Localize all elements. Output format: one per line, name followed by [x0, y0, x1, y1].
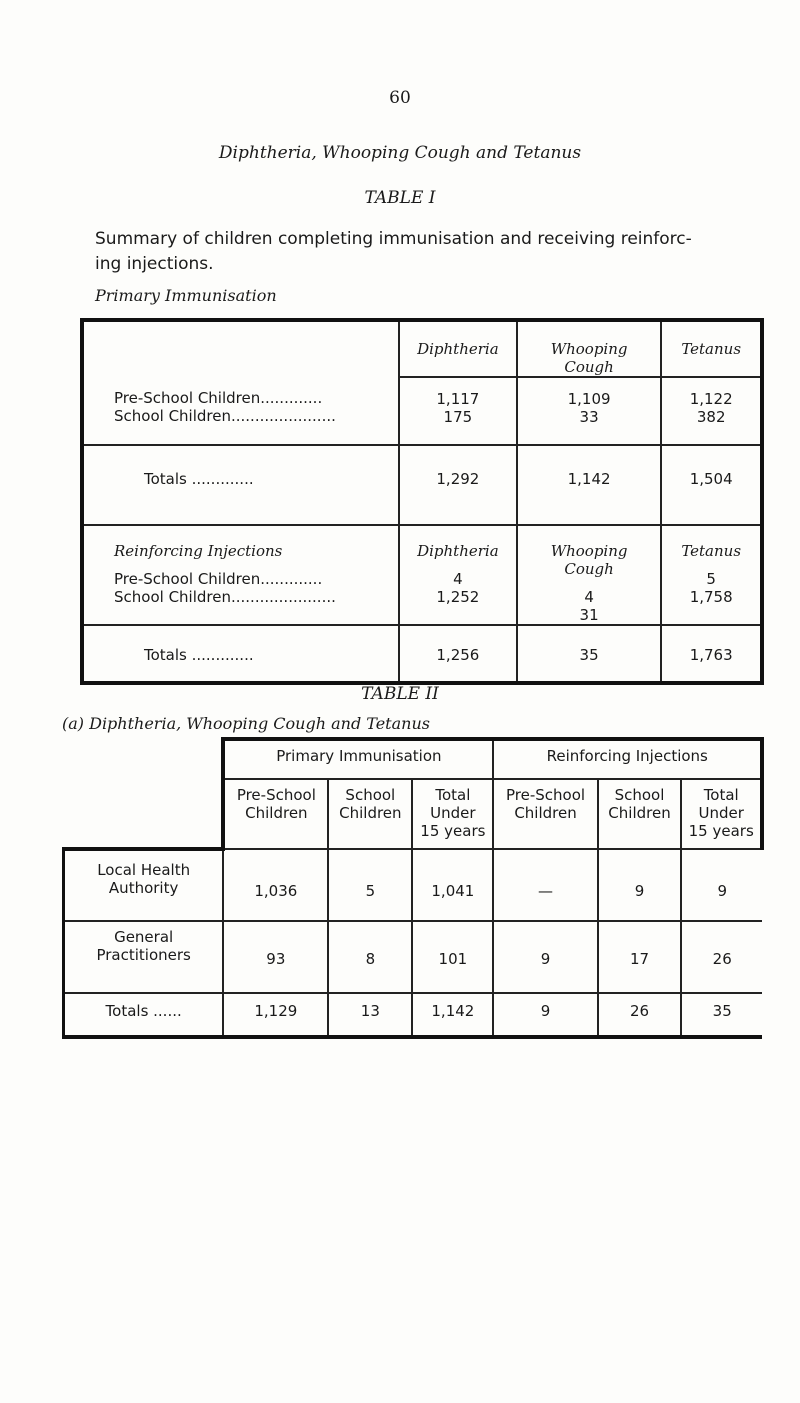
row-label-line: Totals ......: [105, 1002, 182, 1020]
col-header-line: School: [614, 786, 665, 804]
table-cell: 4: [453, 570, 463, 588]
page-title: Diphtheria, Whooping Cough and Tetanus: [218, 143, 582, 163]
table-cell: 33: [579, 408, 599, 426]
table-cell: 31: [579, 606, 599, 624]
table-cell: 13: [328, 993, 412, 1037]
table-cell: 5: [328, 849, 412, 921]
table-cell: 93: [223, 921, 328, 993]
col-header-line: Under: [698, 804, 744, 822]
table1-totals-label: Totals .............: [82, 625, 399, 683]
col-header-line: Children: [514, 804, 577, 822]
table1-summary-line: ing injections.: [95, 254, 214, 274]
table1-label: TABLE I: [364, 188, 436, 208]
row-label: Pre-School Children.............: [114, 570, 323, 588]
row-label-line: General: [114, 928, 174, 946]
table2: [62, 737, 764, 1039]
table-cell: 1,117: [436, 390, 480, 408]
table-cell: 4: [584, 588, 594, 606]
table-cell: 175: [443, 408, 473, 426]
table-cell: 1,763: [661, 625, 762, 683]
col-header-line: 15 years: [688, 822, 754, 840]
col-header-line: Total: [703, 786, 739, 804]
table-cell: 35: [681, 993, 762, 1037]
row-label-line: Authority: [108, 879, 179, 897]
table1-col-header: Diphtheria: [399, 320, 517, 377]
table1-col-header: Whooping Cough: [550, 542, 628, 578]
table1-col-header: Tetanus: [681, 542, 742, 560]
table-cell: 1,252: [436, 588, 480, 606]
table-cell: 35: [517, 625, 662, 683]
table-cell: 1,122: [689, 390, 733, 408]
table-cell: 1,142: [412, 993, 493, 1037]
table1-col-header: Tetanus: [661, 320, 762, 377]
table-cell: 382: [696, 408, 726, 426]
col-header-line: Children: [245, 804, 308, 822]
table1-totals-label: Totals .............: [82, 445, 399, 525]
col-header-line: 15 years: [420, 822, 486, 840]
table1-row-labels: [82, 377, 399, 445]
table-cell: 9: [598, 849, 682, 921]
table1: [80, 318, 764, 685]
table-cell: 1,041: [412, 849, 493, 921]
table1-subheading: Primary Immunisation: [95, 286, 277, 305]
table-cell: 9: [493, 921, 597, 993]
row-label: [64, 993, 224, 1037]
table-cell: 1,758: [689, 588, 733, 606]
table2-label: TABLE II: [361, 684, 439, 704]
table1-summary-line: Summary of children completing immunisation and receiving reinforc-: [95, 229, 692, 249]
table-cell: —: [493, 849, 597, 921]
table-cell: 5: [706, 570, 716, 588]
table-cell: 8: [328, 921, 412, 993]
table-cell: 1,109: [567, 390, 611, 408]
row-label: [64, 849, 224, 921]
table-cell: 9: [681, 849, 762, 921]
row-label: [64, 921, 224, 993]
table-cell: 1,036: [223, 849, 328, 921]
col-header-line: Pre-School: [505, 786, 586, 804]
table-cell: 26: [681, 921, 762, 993]
page-number: 60: [389, 88, 411, 108]
row-label: School Children......................: [114, 588, 336, 606]
table-cell: 9: [493, 993, 597, 1037]
group-header: Primary Immunisation: [223, 739, 493, 779]
table-cell: 1,256: [399, 625, 517, 683]
group-header: Reinforcing Injections: [493, 739, 762, 779]
col-header-line: Children: [608, 804, 671, 822]
table1-col-header: Diphtheria: [417, 542, 499, 560]
table-cell: 1,142: [517, 445, 662, 525]
row-label: Pre-School Children.............: [114, 389, 323, 407]
col-header-line: Total: [435, 786, 471, 804]
col-header-line: Under: [430, 804, 476, 822]
row-label-line: Local Health: [97, 861, 191, 879]
row-label: School Children......................: [114, 407, 336, 425]
table-cell: 1,504: [661, 445, 762, 525]
reinforcing-heading: Reinforcing Injections: [114, 542, 283, 560]
table-cell: 1,292: [399, 445, 517, 525]
table1-col-header: Whooping Cough: [517, 320, 662, 377]
col-header-line: School: [345, 786, 396, 804]
table-cell: 17: [598, 921, 682, 993]
col-header-line: Pre-School: [236, 786, 316, 804]
col-header-line: Children: [339, 804, 402, 822]
table-cell: 26: [598, 993, 682, 1037]
table2-subheading: (a) Diphtheria, Whooping Cough and Tetanus: [62, 714, 430, 733]
table-cell: 1,129: [223, 993, 328, 1037]
table1-summary: [95, 227, 755, 277]
row-label-line: Practitioners: [96, 946, 191, 964]
table-cell: 101: [412, 921, 493, 993]
